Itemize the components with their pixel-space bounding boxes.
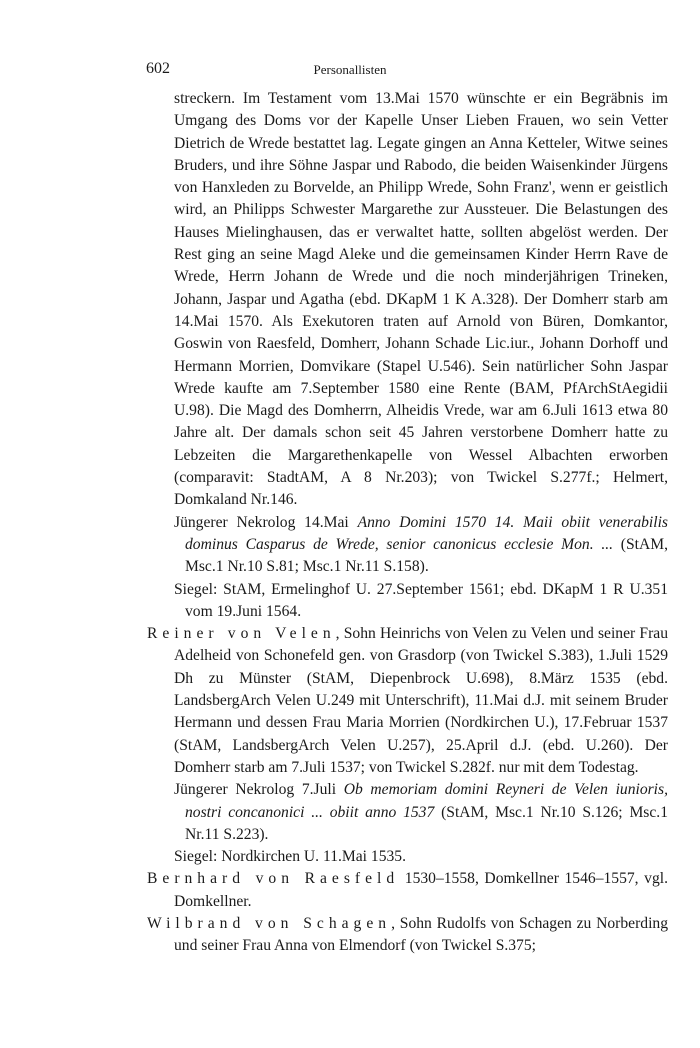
entry-name: Wilbrand von Schagen [147, 914, 392, 932]
necrology-quote: Anno Domini 1570 14. Maii obiit venerabilis dominus Casparus de Wrede, senior canonicus ecclesie Mon. ... [185, 513, 668, 553]
running-head: Personallisten [313, 62, 387, 77]
necrology-prefix: Jüngerer Nekrolog 7.Juli [174, 781, 344, 799]
entry-name: Reiner von Velen [147, 625, 336, 643]
entry-bernhard-von-raesfeld [147, 868, 668, 913]
body-text [147, 88, 668, 958]
necrology-note [174, 779, 668, 846]
entry-continuation-text: streckern. Im Testament vom 13.Mai 1570 wünschte er ein Begräbnis im Umgang des Doms vor der Kapelle Unser Lieben Frauen, wo sein Vetter Dietrich de Wrede bestattet lag. Legate gingen an Anna Ketteler, Witwe seines Bruders, und ihre Söhne Jaspar und Rabodo, die beiden Waisenkinder Jürgens von Hanxleden zu Borvelde, an Philipp Wrede, Sohn Franz', wenn er geistlich wird, an Philipps Schwester Margarethe zur Aussteuer. Die Belastungen des Hauses Mielinghausen, das er verwaltet hatte, sollten abgelöst werden. Der Rest ging an seine Magd Aleke und die gemeinsamen Kinder Herrn Rave de Wrede, Herrn Johann de Wrede und die noch minderjährigen Trineken, Johann, Jaspar und Agatha (ebd. DKapM 1 K A.328). Der Domherr starb am 14.Mai 1570. Als Exekutoren traten auf Arnold von Büren, Domkantor, Goswin von Raesfeld, Domherr, Johann Schade Lic.iur., Johann Dorhoff und Hermann Morrien, Domvikare (Stapel U.546). Sein natürlicher Sohn Jaspar Wrede kaufte am 7.September 1580 eine Rente (BAM, PfArchStAegidii U.98). Die Magd des Domherrn, Alheidis Vrede, war am 6.Juli 1613 etwa 80 Jahre alt. Der damals schon seit 45 Jahren verstorbene Domherr hatte zu Lebzeiten die Margarethenkapelle von Wessel Albachten erworben (comparavit: StadtAM, A 8 Nr.203); von Twickel S.277f.; Helmert, Domkaland Nr.146. [174, 90, 668, 509]
seal-note: Siegel: StAM, Ermelinghof U. 27.September 1561; ebd. DKapM 1 R U.351 vom 19.Juni 1564. [174, 580, 668, 620]
page-number: 602 [146, 60, 170, 77]
entry-text: , Sohn Rudolfs von Schagen zu Norberding und seiner Frau Anna von Elmendorf (von Twickel S.375; [174, 914, 669, 955]
necrology-quote: Ob memoriam domini Reyneri de Velen iunioris, nostri concanonici ... obiit anno 1537 [185, 781, 668, 821]
necrology-prefix: Jüngerer Nekrolog 14.Mai [174, 513, 358, 531]
entry-reiner-von-velen [147, 623, 668, 779]
entry-text: , Sohn Heinrichs von Velen zu Velen und seiner Frau Adelheid von Schonefeld gen. von Grasdorp (von Twickel S.383), 1.Juli 1529 Dh zu Münster (StAM, Diepenbrock U.698), 8.März 1535 (ebd. LandsbergArch Velen U.249 mit Unterschrift), 11.Mai d.J. mit seinem Bruder Hermann und dessen Frau Maria Morrien (Nordkirchen U.), 17.Februar 1537 (StAM, LandsbergArch Velen U.257), 25.April d.J. (ebd. U.260). Der Domherr starb am 7.Juli 1537; von Twickel S.282f. nur mit dem Todestag. [174, 625, 668, 776]
necrology-source: (StAM, Msc.1 Nr.10 S.126; Msc.1 Nr.11 S.223). [185, 803, 668, 843]
entry-text: 1530–1558, Domkellner 1546–1557, vgl. Domkellner. [174, 870, 669, 910]
entry-wilbrand-von-schagen [147, 913, 668, 958]
seal-note: Siegel: Nordkirchen U. 11.Mai 1535. [174, 848, 406, 866]
entry-name: Bernhard von Raesfeld [147, 870, 400, 888]
necrology-note [174, 512, 668, 579]
necrology-source: (StAM, Msc.1 Nr.10 S.81; Msc.1 Nr.11 S.158). [185, 535, 668, 576]
